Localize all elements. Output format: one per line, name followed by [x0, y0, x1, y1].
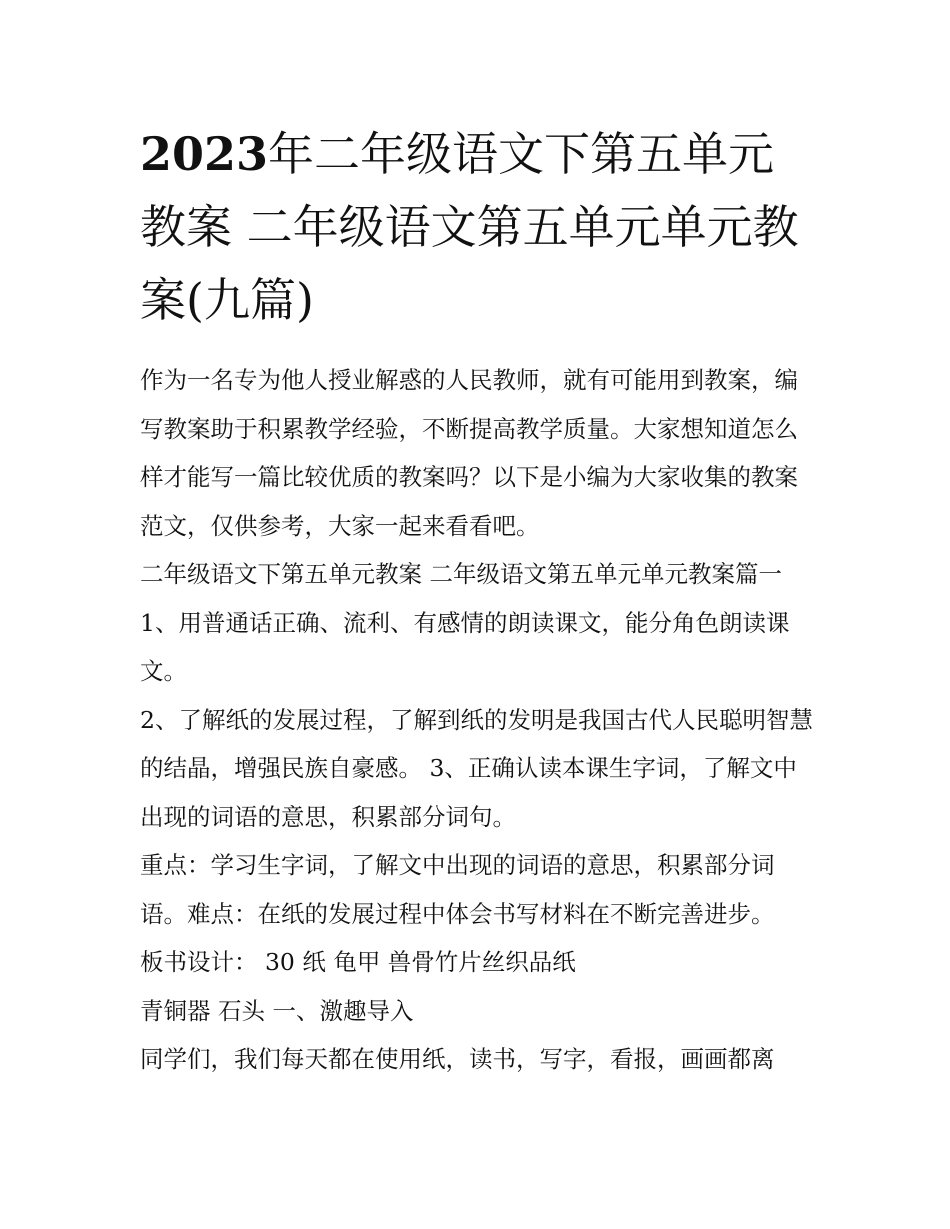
- document-body: [140, 356, 820, 1084]
- paragraph-intro: 作为一名专为他人授业解惑的人民教师，就有可能用到教案，编写教案助于积累教学经验，不断提高教学质量。大家想知道怎么样才能写一篇比较优质的教案吗？以下是小编为大家收集的教案范文，仅供参考，大家一起来看看吧。: [140, 366, 798, 540]
- paragraph-board-design: 板书设计： 30 纸 龟甲 兽骨竹片丝织品纸: [140, 948, 576, 976]
- document-title: [140, 118, 820, 337]
- paragraph-lead-in: 同学们，我们每天都在使用纸，读书，写字，看报，画画都离: [140, 1045, 775, 1073]
- title-text: 年二年级语文下第五单元教案 二年级语文第五单元单元教案(九篇): [140, 127, 799, 327]
- paragraph-board-design-cont: 青铜器 石头 一、激趣导入: [140, 996, 414, 1025]
- paragraph-objective-2-3: 2、了解纸的发展过程，了解到纸的发明是我国古代人民聪明智慧的结晶，增强民族自豪感。 3、正确认读本课生字词，了解文中出现的词语的意思，积累部分词句。: [140, 705, 813, 831]
- paragraph-objective-1: 二年级语文下第五单元教案 二年级语文第五单元单元教案篇一 1、用普通话正确、流利、有感情的朗读课文，能分角色朗读课文。: [140, 560, 790, 685]
- paragraph-key-points: 重点：学习生字词，了解文中出现的词语的意思，积累部分词语。难点：在纸的发展过程中体会书写材料在不断完善进步。: [140, 851, 775, 928]
- title-year: 2023: [140, 127, 269, 181]
